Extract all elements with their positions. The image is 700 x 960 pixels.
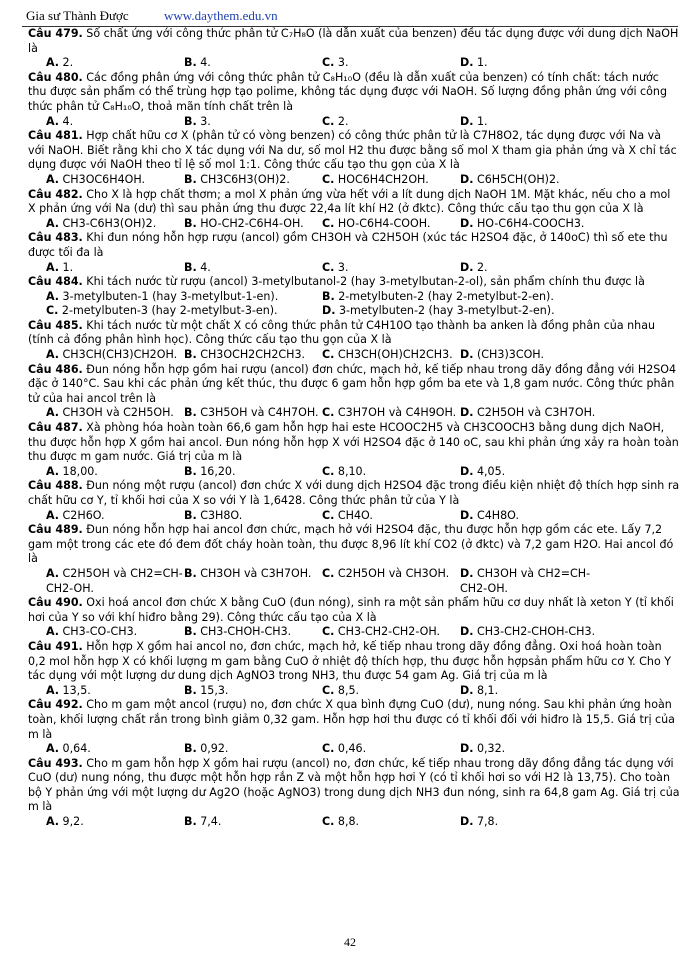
answer-option	[46, 56, 184, 71]
question-text: Đun nóng hỗn hợp hai ancol đơn chức, mạch hở với H2SO4 đặc, thu được hỗn hợp gồm các ete. Lấy 7,2 gam một trong các ete đó đem đốt cháy hoàn toàn, thu được 8,96 lít khí CO2 (ở đktc) và 7,2 gam H2O. Hai ancol đó là	[28, 523, 674, 566]
answer-option	[322, 261, 460, 276]
option-letter: A.	[46, 172, 60, 186]
option-letter: D.	[460, 260, 474, 274]
option-text: CH3CH(OH)CH2CH3.	[337, 348, 453, 362]
question-number: Câu 483.	[28, 231, 83, 245]
option-letter: C.	[322, 56, 335, 70]
option-letter: A.	[46, 566, 60, 580]
answer-option	[322, 406, 460, 421]
option-text: 3-metylbuten-1 (hay 3-metylbut-1-en).	[62, 289, 279, 303]
question-number: Câu 481.	[28, 129, 83, 143]
question-stem	[28, 27, 680, 56]
answer-options	[28, 465, 680, 480]
answer-option	[322, 567, 460, 596]
option-letter: C.	[322, 406, 335, 420]
option-letter: C.	[322, 464, 335, 478]
question-text: Đun nóng một rượu (ancol) đơn chức X với dung dịch H2SO4 đặc trong điều kiện nhiệt độ thích hợp sinh ra chất hữu cơ Y, tỉ khối hơi của X so với Y là 1,6428. Công thức phân tử của Y là	[28, 479, 680, 507]
option-letter: D.	[460, 348, 474, 362]
option-text: 2-metylbuten-2 (hay 2-metylbut-2-en).	[338, 289, 554, 303]
option-text: 1.	[476, 114, 488, 128]
answer-option	[322, 684, 460, 699]
question-text: Cho m gam một ancol (rượu) no, đơn chức X qua bình đựng CuO (dư), nung nóng. Sau khi phản ứng hoàn toàn, khối lượng chất rắn trong bình giảm 0,32 gam. Hỗn hợp hơi thu được có tỉ khối đối với hiđro là 15,5. Giá trị của m là	[28, 698, 675, 741]
option-text: 4.	[200, 260, 211, 274]
answer-option	[46, 348, 184, 363]
question-stem	[28, 188, 680, 217]
answer-option	[46, 217, 184, 232]
answer-option	[184, 625, 322, 640]
question	[28, 275, 680, 319]
option-text: 2.	[62, 56, 74, 70]
option-letter: A.	[46, 464, 60, 478]
question-text: Cho m gam hỗn hợp X gồm hai rượu (ancol) no, đơn chức, kế tiếp nhau trong dãy đồng đẳng tác dụng với CuO (dư) nung nóng, thu được một hỗn hợp rắn Z và một hỗn hợp hơi Y (có tỉ khối hơi so với H2 là 13,75). Cho toàn bộ Y phản ứng với một lượng dư Ag2O (hoặc AgNO3) trong dung dịch NH3 đun nóng, sinh ra 64,8 gam Ag. Giá trị của m là	[28, 756, 680, 814]
option-letter: D.	[460, 464, 474, 478]
option-letter: C.	[322, 114, 335, 128]
question-stem	[28, 421, 680, 465]
question-text: Cho X là hợp chất thơm; a mol X phản ứng vừa hết với a lít dung dịch NaOH 1M. Mặt khác, nếu cho a mol X phản ứng với Na (dư) thì sau phản ứng thu được 22,4a lít khí H2 (ở đktc). Công thức cấu tạo thu gọn của X là	[28, 187, 671, 216]
option-letter: C.	[322, 625, 335, 639]
answer-option	[460, 348, 598, 363]
answer-option	[46, 509, 184, 524]
option-letter: B.	[184, 172, 197, 186]
question	[28, 27, 680, 71]
option-text: 3.	[200, 114, 211, 128]
page-number: 42	[344, 935, 356, 949]
question	[28, 363, 680, 421]
question	[28, 71, 680, 129]
answer-option	[322, 625, 460, 640]
option-text: CH3OC6H4OH.	[62, 172, 146, 186]
option-letter: B.	[322, 289, 335, 303]
option-text: C3H8O.	[200, 508, 243, 522]
answer-option	[322, 815, 460, 830]
answer-options	[28, 115, 680, 130]
answer-option	[184, 261, 322, 276]
option-letter: D.	[460, 683, 474, 697]
option-text: 0,46.	[337, 742, 367, 756]
option-letter: B.	[184, 56, 197, 70]
question-stem	[28, 231, 680, 260]
answer-option	[460, 261, 598, 276]
question-text: Số chất ứng với công thức phân tử C₇H₈O (là dẫn xuất của benzen) đều tác dụng được với dung dịch NaOH là	[28, 27, 679, 55]
option-text: C2H5OH và CH3OH.	[337, 566, 450, 580]
option-letter: C.	[46, 304, 59, 318]
option-letter: B.	[184, 508, 197, 522]
question-stem	[28, 698, 680, 742]
question-text: Khi tách nước từ rượu (ancol) 3-metylbutanol-2 (hay 3-metylbutan-2-ol), sản phẩm chính thu được là	[86, 275, 645, 289]
option-text: HOC6H4CH2OH.	[337, 172, 429, 186]
answer-option	[184, 56, 322, 71]
answer-option	[322, 173, 460, 188]
answer-option	[46, 625, 184, 640]
option-text: 4.	[62, 114, 74, 128]
option-text: CH3OH và C2H5OH.	[62, 406, 174, 420]
option-text: CH3-CO-CH3.	[62, 625, 138, 639]
answer-options	[28, 567, 680, 596]
answer-option	[460, 684, 598, 699]
option-letter: B.	[184, 683, 197, 697]
question	[28, 698, 680, 756]
option-text: (CH3)3COH.	[476, 348, 544, 362]
option-text: CH4O.	[337, 508, 373, 522]
option-letter: D.	[460, 56, 474, 70]
answer-option	[460, 625, 598, 640]
option-letter: A.	[46, 683, 60, 697]
answer-option	[184, 815, 322, 830]
answer-option	[460, 567, 598, 596]
answer-option	[184, 115, 322, 130]
option-text: 18,00.	[62, 464, 98, 478]
option-letter: A.	[46, 625, 60, 639]
page-header	[26, 6, 680, 26]
option-letter: D.	[460, 216, 474, 230]
option-text: 16,20.	[200, 464, 236, 478]
option-text: 2-metylbuten-3 (hay 2-metylbut-3-en).	[61, 304, 278, 318]
option-text: 0,92.	[200, 742, 229, 756]
option-letter: B.	[184, 114, 197, 128]
answer-option	[460, 406, 598, 421]
question-stem	[28, 757, 680, 815]
option-letter: B.	[184, 348, 197, 362]
option-text: 3-metylbuten-2 (hay 3-metylbut-2-en).	[338, 304, 555, 318]
answer-options	[28, 173, 680, 188]
option-letter: B.	[184, 406, 197, 420]
option-letter: D.	[322, 304, 336, 318]
option-letter: B.	[184, 566, 197, 580]
option-text: 0,32.	[476, 742, 506, 756]
answer-option	[46, 406, 184, 421]
option-text: CH3CH(CH3)CH2OH.	[62, 348, 178, 362]
answer-option	[322, 465, 460, 480]
answer-option	[322, 348, 460, 363]
option-letter: A.	[46, 114, 60, 128]
option-letter: D.	[460, 172, 474, 186]
question-stem	[28, 129, 680, 173]
option-letter: A.	[46, 815, 60, 829]
question-number: Câu 488.	[28, 479, 83, 493]
answer-option	[322, 115, 460, 130]
question-number: Câu 493.	[28, 756, 83, 770]
option-letter: A.	[46, 348, 60, 362]
answer-options	[28, 348, 680, 363]
option-letter: C.	[322, 348, 335, 362]
question-text: Khi tách nước từ một chất X có công thức phân tử C4H10O tạo thành ba anken là đồng phân của nhau (tính cả đồng phân hình học). Công thức cấu tạo thu gọn của X là	[28, 318, 656, 347]
answer-option	[322, 742, 460, 757]
answer-options	[28, 217, 680, 232]
question-text: Các đồng phân ứng với công thức phân tử C₈H₁₀O (đều là dẫn xuất của benzen) có tính chất: tách nước thu được sản phẩm có thể trùng hợp tạo polime, không tác dụng được với NaOH. Số lượng đồng phân ứng với công thức phân tử C₈H₁₀O, thoả mãn tính chất trên là	[28, 70, 668, 113]
question-number: Câu 482.	[28, 187, 83, 201]
answer-option	[460, 115, 598, 130]
option-text: 8,8.	[337, 815, 360, 829]
option-letter: B.	[184, 260, 197, 274]
question	[28, 231, 680, 275]
answer-options	[28, 56, 680, 71]
option-letter: A.	[46, 289, 60, 303]
answer-option	[460, 217, 598, 232]
option-text: 8,10.	[337, 464, 367, 478]
answer-option	[184, 465, 322, 480]
option-text: CH3OCH2CH2CH3.	[200, 348, 306, 362]
answer-options	[28, 625, 680, 640]
option-text: 2.	[476, 260, 488, 274]
answer-options	[28, 684, 680, 699]
question-number: Câu 490.	[28, 596, 83, 610]
option-letter: B.	[184, 742, 197, 756]
question-text: Đun nóng hỗn hợp gồm hai rượu (ancol) đơn chức, mạch hở, kế tiếp nhau trong dãy đồng đẳng với H2SO4 đặc ở 140°C. Sau khi các phản ứng kết thúc, thu được 6 gam hỗn hợp gồm ba ete và 1,8 gam nước. Công thức phân tử của hai ancol trên là	[28, 362, 677, 405]
option-text: CH3OH và C3H7OH.	[200, 566, 312, 580]
option-text: 7,4.	[200, 815, 222, 829]
option-letter: B.	[184, 815, 197, 829]
option-letter: C.	[322, 260, 335, 274]
option-letter: C.	[322, 216, 335, 230]
answer-options	[28, 742, 680, 757]
question-text: Khi đun nóng hỗn hợp rượu (ancol) gồm CH3OH và C2H5OH (xúc tác H2SO4 đặc, ở 140oC) thì số ete thu được tối đa là	[28, 231, 668, 259]
question-stem	[28, 640, 680, 684]
option-letter: D.	[460, 114, 474, 128]
answer-option	[46, 567, 184, 596]
answer-option	[184, 173, 322, 188]
option-text: CH3-CH2-CH2-OH.	[337, 625, 441, 639]
question-number: Câu 491.	[28, 639, 83, 653]
option-text: 4,05.	[476, 464, 506, 478]
question-number: Câu 492.	[28, 698, 83, 712]
option-letter: D.	[460, 566, 474, 580]
answer-option	[46, 742, 184, 757]
question-number: Câu 484.	[28, 275, 83, 289]
option-text: 7,8.	[476, 815, 499, 829]
option-text: 8,5.	[337, 683, 360, 697]
option-text: C3H7OH và C4H9OH.	[337, 406, 457, 420]
option-text: C2H5OH và CH2=CH-CH2-OH.	[46, 566, 183, 595]
question	[28, 640, 680, 698]
option-text: HO-CH2-C6H4-OH.	[200, 216, 304, 230]
answer-option	[322, 290, 598, 305]
option-text: 8,1.	[476, 683, 499, 697]
option-text: CH3OH và CH2=CH-CH2-OH.	[460, 566, 591, 595]
option-text: 1.	[62, 260, 74, 274]
option-text: 4.	[200, 56, 211, 70]
answer-option	[460, 742, 598, 757]
answer-option	[322, 509, 460, 524]
option-letter: C.	[322, 172, 335, 186]
option-letter: C.	[322, 566, 335, 580]
option-letter: C.	[322, 683, 335, 697]
answer-option	[46, 173, 184, 188]
question	[28, 129, 680, 187]
answer-option	[184, 509, 322, 524]
answer-option	[184, 684, 322, 699]
answer-options	[28, 815, 680, 830]
answer-option	[46, 290, 322, 305]
answer-option	[46, 815, 184, 830]
option-letter: B.	[184, 625, 197, 639]
option-text: C2H6O.	[62, 508, 105, 522]
option-letter: C.	[322, 815, 335, 829]
option-letter: D.	[460, 625, 474, 639]
option-letter: A.	[46, 508, 60, 522]
answer-option	[46, 304, 322, 319]
question-number: Câu 489.	[28, 523, 83, 537]
answer-option	[460, 173, 598, 188]
option-text: C2H5OH và C3H7OH.	[476, 406, 596, 420]
question-stem	[28, 523, 680, 567]
question	[28, 757, 680, 830]
answer-option	[184, 742, 322, 757]
question-text: Oxi hoá ancol đơn chức X bằng CuO (đun nóng), sinh ra một sản phẩm hữu cơ duy nhất là xeton Y (tỉ khối hơi của Y so với khí hiđro bằng 29). Công thức cấu tạo của X là	[28, 596, 674, 624]
option-letter: D.	[460, 406, 474, 420]
answer-options	[28, 261, 680, 276]
question-stem	[28, 363, 680, 407]
option-text: 3.	[337, 56, 349, 70]
question-stem	[28, 319, 680, 348]
answer-option	[184, 567, 322, 596]
question-text: Hỗn hợp X gồm hai ancol no, đơn chức, mạch hở, kế tiếp nhau trong dãy đồng đẳng. Oxi hoá hoàn toàn 0,2 mol hỗn hợp X có khối lượng m gam bằng CuO ở nhiệt độ thích hợp, thu được hỗn hợpsản phẩm hữu cơ Y. Cho Y tác dụng với một lượng dư dung dịch AgNO3 trong NH3, thu được 54 gam Ag. Giá trị của m là	[28, 639, 672, 683]
question-stem	[28, 596, 680, 625]
option-text: C3H5OH và C4H7OH.	[200, 406, 319, 420]
question	[28, 188, 680, 232]
question-number: Câu 486.	[28, 362, 83, 376]
option-letter: D.	[460, 742, 474, 756]
answer-option	[460, 465, 598, 480]
option-letter: D.	[460, 815, 474, 829]
header-tutor: Gia sư Thành Được	[26, 8, 129, 23]
answer-option	[322, 217, 460, 232]
option-letter: C.	[322, 742, 335, 756]
option-text: CH3-CH2-CHOH-CH3.	[476, 625, 596, 639]
option-letter: B.	[184, 216, 197, 230]
option-letter: A.	[46, 742, 60, 756]
answer-option	[46, 261, 184, 276]
answer-option	[46, 684, 184, 699]
answer-option	[46, 465, 184, 480]
question	[28, 596, 680, 640]
question-stem	[28, 479, 680, 508]
option-letter: D.	[460, 508, 474, 522]
question-stem	[28, 275, 680, 290]
option-letter: B.	[184, 464, 197, 478]
answer-option	[460, 815, 598, 830]
option-text: CH3-C6H3(OH)2.	[62, 216, 157, 230]
answer-option	[460, 56, 598, 71]
answer-option	[46, 115, 184, 130]
question	[28, 479, 680, 523]
answer-option	[184, 348, 322, 363]
option-letter: C.	[322, 508, 335, 522]
option-letter: A.	[46, 260, 60, 274]
question-number: Câu 480.	[28, 70, 83, 84]
answer-option	[322, 304, 598, 319]
question-text: Xà phòng hóa hoàn toàn 66,6 gam hỗn hợp hai este HCOOC2H5 và CH3COOCH3 bằng dung dịch NaOH, thu được hỗn hợp X gồm hai ancol. Đun nóng hỗn hợp X với H2SO4 đặc ở 140 oC, sau khi phản ứng xảy ra hoàn toàn thu được m gam nước. Giá trị của m là	[28, 421, 679, 464]
option-letter: A.	[46, 406, 60, 420]
question-number: Câu 487.	[28, 421, 83, 435]
answer-option	[184, 406, 322, 421]
option-text: 15,3.	[200, 683, 229, 697]
answer-options	[28, 406, 680, 421]
answer-options	[28, 290, 680, 319]
answer-option	[460, 509, 598, 524]
option-letter: A.	[46, 56, 60, 70]
option-text: CH3-CHOH-CH3.	[200, 625, 292, 639]
option-letter: A.	[46, 216, 60, 230]
option-text: HO-C6H4-COOH.	[337, 216, 431, 230]
option-text: 9,2.	[62, 815, 84, 829]
header-website: www.daythem.edu.vn	[164, 8, 278, 23]
option-text: 13,5.	[62, 683, 91, 697]
question	[28, 523, 680, 596]
option-text: 0,64.	[62, 742, 91, 756]
option-text: C4H8O.	[476, 508, 519, 522]
question-list	[28, 27, 680, 830]
question-stem	[28, 71, 680, 115]
option-text: C6H5CH(OH)2.	[476, 172, 560, 186]
answer-option	[184, 217, 322, 232]
question-number: Câu 479.	[28, 27, 83, 40]
option-text: 2.	[337, 114, 349, 128]
question	[28, 319, 680, 363]
question	[28, 421, 680, 479]
option-text: HO-C6H4-COOCH3.	[476, 216, 585, 230]
answer-options	[28, 509, 680, 524]
option-text: 3.	[337, 260, 349, 274]
question-number: Câu 485.	[28, 318, 83, 332]
option-text: 1.	[476, 56, 488, 70]
option-text: CH3C6H3(OH)2.	[200, 172, 290, 186]
answer-option	[322, 56, 460, 71]
question-text: Hợp chất hữu cơ X (phân tử có vòng benzen) có công thức phân tử là C7H8O2, tác dụng được với Na và với NaOH. Biết rằng khi cho X tác dụng với Na dư, số mol H2 thu được bằng số mol X tham gia phản ứng và X chỉ tác dụng được với NaOH theo tỉ lệ số mol 1:1. Công thức cấu tạo thu gọn của X là	[28, 129, 677, 172]
